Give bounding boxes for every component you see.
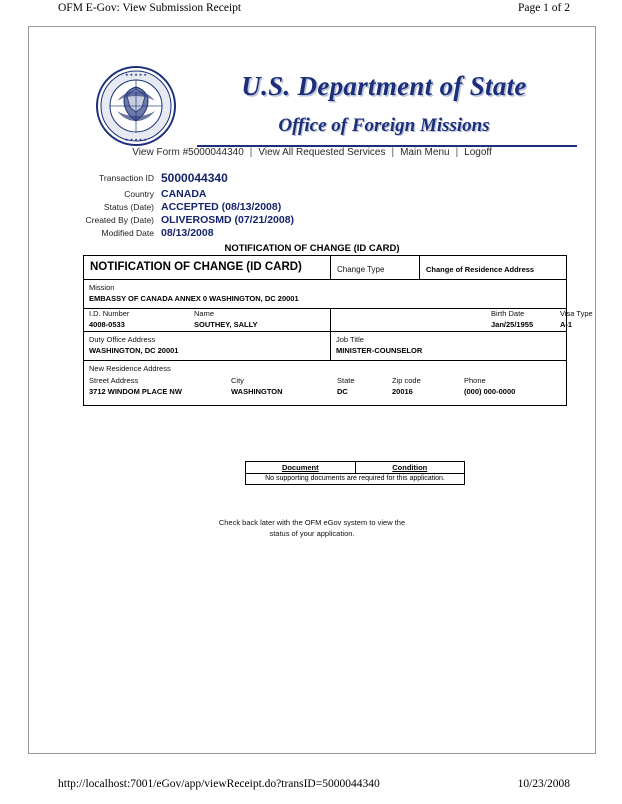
closing-note: [29, 517, 595, 539]
meta-value-modified-date: 08/13/2008: [161, 227, 214, 239]
new-residence-cell: [84, 361, 567, 406]
nav-link-main-menu[interactable]: Main Menu: [400, 147, 450, 158]
new-residence-label: New Residence Address: [89, 364, 171, 373]
nav-links: [29, 147, 595, 158]
meta-label-created-by: Created By (Date): [85, 215, 154, 225]
meta-label-status: Status (Date): [103, 202, 154, 212]
name-value: SOUTHEY, SALLY: [194, 320, 258, 329]
job-title-label: Job Title: [336, 335, 364, 344]
svg-text:★ ★ ★ ★ ★: ★ ★ ★ ★ ★: [125, 137, 147, 142]
print-header-title: OFM E-Gov: View Submission Receipt: [58, 2, 242, 14]
duty-office-cell: [84, 332, 331, 361]
meta-value-status: ACCEPTED (08/13/2008): [161, 201, 282, 213]
closing-note-line1: Check back later with the OFM eGov system to view the: [218, 518, 406, 527]
print-footer: [0, 778, 622, 794]
meta-row-status: [29, 201, 595, 214]
change-type-label-cell: [331, 256, 420, 280]
mission-label: Mission: [89, 283, 115, 292]
nav-link-view-all-requested-services[interactable]: View All Requested Services: [258, 147, 386, 158]
duty-office-value: WASHINGTON, DC 20001: [89, 346, 179, 355]
street-address-label: Street Address: [89, 376, 139, 385]
state-label: State: [337, 376, 355, 385]
identity-left-cell: [84, 309, 331, 332]
meta-label-modified-date: Modified Date: [101, 228, 154, 238]
meta-row-created-by: [29, 214, 595, 227]
closing-note-line2: status of your application.: [269, 529, 355, 538]
print-footer-date: 10/23/2008: [517, 778, 570, 790]
visa-type-label: Visa Type: [560, 309, 593, 318]
documents-note-row: [246, 474, 465, 485]
transaction-meta: [29, 172, 595, 240]
zip-code-value: 20016: [392, 387, 413, 396]
masthead: [29, 59, 595, 179]
documents-col-document: Document: [246, 462, 356, 474]
phone-value: (000) 000-0000: [464, 387, 516, 396]
job-title-cell: [331, 332, 567, 361]
change-type-label: Change Type: [337, 265, 385, 274]
duty-office-label: Duty Office Address: [89, 335, 156, 344]
meta-label-transaction-id: Transaction ID: [99, 173, 154, 183]
department-of-state-seal-icon: [95, 65, 177, 147]
mission-row: [84, 280, 567, 309]
id-number-label: I.D. Number: [89, 309, 130, 318]
street-address-value: 3712 WINDOM PLACE NW: [89, 387, 182, 396]
job-title-value: MINISTER-COUNSELOR: [336, 346, 423, 355]
form-section-title: NOTIFICATION OF CHANGE (ID CARD): [224, 243, 400, 254]
state-value: DC: [337, 387, 348, 396]
birth-date-label: Birth Date: [491, 309, 525, 318]
zip-code-label: Zip code: [392, 376, 421, 385]
id-number-value: 4008-0533: [89, 320, 125, 329]
visa-type-value: A-1: [560, 320, 573, 329]
page-title: U.S. Department of State: [241, 71, 527, 101]
print-header: [0, 2, 622, 18]
print-header-pagenum: Page 1 of 2: [517, 2, 570, 14]
documents-header-row: [246, 462, 465, 474]
print-footer-url: http://localhost:7001/eGov/app/viewReceipt.do?transID=5000044340: [58, 778, 380, 790]
documents-col-condition: Condition: [355, 462, 464, 474]
nav-separator: |: [455, 147, 459, 158]
change-type-value: Change of Residence Address: [426, 265, 535, 274]
identity-row: [84, 309, 567, 332]
city-label: City: [231, 376, 244, 385]
supporting-documents-table: [245, 461, 465, 485]
document-frame: [28, 26, 596, 754]
nav-separator: |: [249, 147, 253, 158]
meta-value-transaction-id: 5000044340: [161, 171, 228, 185]
meta-value-country: CANADA: [161, 188, 207, 200]
mission-cell: [84, 280, 567, 309]
meta-row-modified-date: [29, 227, 595, 240]
form-title: NOTIFICATION OF CHANGE (ID CARD): [90, 261, 302, 273]
documents-note: No supporting documents are required for this application.: [246, 474, 465, 485]
name-label: Name: [194, 309, 215, 318]
nav-link-view-form[interactable]: View Form #5000044340: [132, 147, 244, 158]
city-value: WASHINGTON: [231, 387, 283, 396]
new-residence-row: [84, 361, 567, 406]
form-title-cell: [84, 256, 331, 280]
change-type-value-cell: [420, 256, 567, 280]
page-subtitle: Office of Foreign Missions: [278, 115, 490, 136]
form-header-row: [84, 256, 567, 280]
nav-separator: |: [391, 147, 395, 158]
duty-office-row: [84, 332, 567, 361]
nav-link-logoff[interactable]: Logoff: [464, 147, 492, 158]
mission-value: EMBASSY OF CANADA ANNEX 0 WASHINGTON, DC 20001: [89, 294, 299, 303]
identity-right-cell: [331, 309, 593, 332]
notification-form-table: [83, 255, 593, 406]
meta-label-country: Country: [124, 189, 154, 199]
phone-label: Phone: [464, 376, 486, 385]
meta-value-created-by: OLIVEROSMD (07/21/2008): [161, 214, 295, 226]
meta-row-transaction-id: [29, 172, 595, 185]
birth-date-value: Jan/25/1955: [491, 320, 534, 329]
svg-text:★ ★ ★ ★ ★: ★ ★ ★ ★ ★: [125, 72, 147, 77]
meta-row-country: [29, 188, 595, 201]
